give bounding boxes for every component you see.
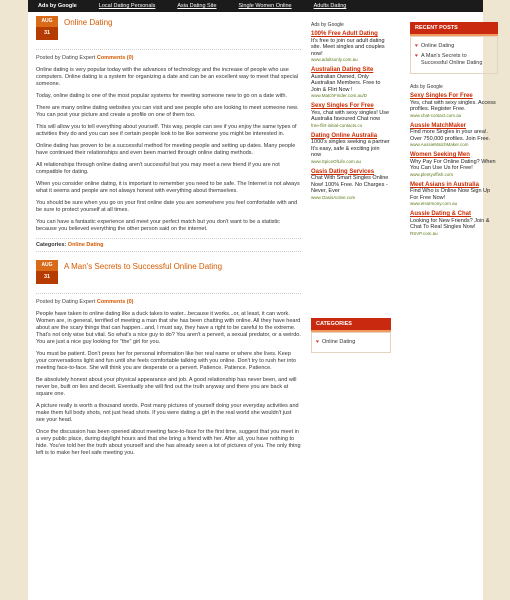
heart-icon: ♥ [415, 53, 418, 59]
ad-unit[interactable] [311, 31, 391, 62]
ad-unit[interactable] [410, 152, 498, 177]
ad-url[interactable]: www.OasisActive.com [311, 194, 356, 200]
google-ads-column [311, 22, 391, 205]
post-paragraph: Today, online dating is one of the most popular systems for meeting someone new to go on a date with. [36, 93, 287, 99]
ad-title[interactable]: Oasis Dating Services [311, 168, 375, 175]
categories-list [311, 332, 391, 353]
top-link-bar [28, 0, 483, 12]
ad-desc: Yes, chat with sexy singles. Access profiles. Register Free. [410, 99, 496, 112]
date-badge [36, 16, 58, 42]
ad-title[interactable]: 100% Free Adult Dating [311, 31, 378, 37]
recent-post-label[interactable]: Online Dating [420, 43, 455, 49]
ads-by-google-header [311, 22, 391, 28]
post-meta [36, 299, 301, 305]
post-title-link[interactable]: Online Dating [64, 18, 113, 27]
ad-desc: Find more Singles in your area!. Over 750,000 profiles. Join Free. [410, 129, 491, 142]
post-paragraph: Be absolutely honest about your physical appearance and job. A good relationship has never been, and will never be, built on lies and deceit. Eventually she will find out the truth anyway and there you are back at square one. [36, 377, 297, 397]
post-paragraph: This will allow you to tell everything about yourself. This way, people can see if you enjoy the same types of activities they do and you can see if certain people look to be like someone you might be interested in. [36, 124, 297, 137]
top-link-asia-dating[interactable]: Asia Dating Site [177, 3, 217, 9]
post-paragraph: All relationships through online dating aren't successful but you may meet a new friend if you are not compatible for dating. [36, 162, 280, 175]
date-day: 31 [36, 27, 58, 40]
categories-widget [311, 318, 391, 363]
ad-unit[interactable] [410, 123, 498, 148]
post-paragraph: You can have a fantastic experience and meet your perfect match but you don't want to be a statistic because you believed everything the other person said on the internet. [36, 219, 280, 232]
post-paragraph: You must be patient. Don't press her for personal information like her real name or where she lives. Keep your conversations light and fun until she feels comfortable talking with you online. Don't try to rush her into meeting face-to-face. She will think you are desperate or a pervert. Patience. Patience. Patience. [36, 351, 296, 371]
ad-url[interactable]: www.chat-contact.com.au [410, 112, 462, 118]
post-author: Posted by Dating Expert [36, 299, 96, 305]
ad-unit[interactable] [311, 67, 391, 98]
recent-post-item[interactable] [415, 43, 493, 50]
recent-post-item[interactable] [415, 53, 493, 67]
ads-by-google-label: Ads by Google [38, 3, 77, 9]
post-mans-secrets [36, 260, 301, 457]
ad-desc: It's free to join our adult dating site. Meet singles and couples now! [311, 37, 385, 57]
ad-desc: Yes, chat with sexy singles! Use Australia favoured Chat now [311, 109, 390, 122]
category-item-label[interactable]: Online Dating [321, 339, 356, 345]
post-header [36, 260, 301, 294]
heart-icon: ♥ [415, 43, 418, 49]
ad-unit[interactable] [410, 211, 498, 236]
ads-by-google-header [410, 84, 498, 90]
categories-header: CATEGORIES [311, 318, 391, 332]
main-content [36, 16, 301, 462]
comments-link[interactable]: Comments (0) [96, 55, 134, 61]
post-paragraph: When you consider online dating, it is important to remember you need to be safe. The Internet is not always what it seems and people are not always honest with everything about themselves. [36, 181, 300, 194]
post-paragraph: People have taken to online dating like a duck takes to water...because it works...or, at least, it can work. Women are, in general, terrified of meeting a man that she has been chatting with online. All they have heard about are the scary things that can happen...and, I must say, they have a right to be careful to the extreme. That's not only wise but vital. So what's a nice guy to do? You aren't a pervert, a sexual predator, or a weirdo. You are just a nice guy looking for "the" girl for you. [36, 311, 301, 345]
post-author: Posted by Dating Expert [36, 55, 96, 61]
page-wrapper [28, 0, 496, 600]
ad-url[interactable]: www.MatchFinder.com.au/D [311, 93, 368, 98]
post-paragraph: There are many online dating websites you can visit and see people who are looking to meet someone new. You can post your picture and create a profile on one of them too. [36, 105, 299, 118]
post-categories [36, 238, 301, 252]
ad-url[interactable]: www.AussieMatchMaker.com [410, 142, 469, 147]
ad-title[interactable]: Meet Asians in Australia [410, 181, 479, 188]
date-badge [36, 260, 58, 286]
post-paragraph: Online dating is very popular today with the advances of technology and the increase of people who use computers. Online dating is a system for organizing a date and can be an excellent way to meet that special someone. [36, 67, 299, 87]
ad-desc: Australian Owned, Only Australian Members. Free to Join & Flirt Now ! [311, 73, 381, 93]
ad-url[interactable]: RSVP.com.au [410, 230, 438, 236]
recent-posts-list [410, 36, 498, 74]
post-meta [36, 55, 301, 61]
ad-unit[interactable] [311, 133, 391, 164]
post-paragraph: You should be sure when you go on your first online date you are somewhere you feel comfortable with and be sure to protect yourself at all times. [36, 200, 298, 213]
categories-label: Categories: [36, 242, 67, 248]
recent-posts-header: RECENT POSTS [410, 22, 498, 36]
top-link-adults-dating[interactable]: Adults Dating [313, 3, 347, 9]
ad-url[interactable]: www.adultsonly.com.au [311, 57, 358, 62]
ad-url[interactable]: www.SpiceOfLife.com.au [311, 158, 362, 164]
post-online-dating [36, 16, 301, 252]
category-link[interactable]: Online Dating [67, 242, 104, 248]
ad-desc: Looking for New Friends? Join & Chat To Real Singles Now! [410, 217, 490, 230]
top-link-single-women[interactable]: Single Women Online [238, 3, 292, 9]
date-day: 31 [36, 271, 58, 284]
ad-title[interactable]: Sexy Singles For Free [410, 93, 473, 99]
ads-label: Ads by Google [311, 22, 344, 28]
comments-link[interactable]: Comments (0) [96, 299, 134, 305]
ad-desc: Why Pay For Online Dating? When You Can Use Us for Free! [410, 158, 496, 171]
date-month: AUG [36, 16, 58, 27]
ad-unit[interactable] [311, 169, 391, 200]
post-paragraph: Once the discussion has been opened about meeting face-to-face for the first time, suggest that you meet in a very public place, during daylight hours and that she bring a friend with her. After all, you have nothing to hide. You've told her the truth about yourself and she has already seen a lot of pictures of you. The only thing left is to make her feel safe meeting you. [36, 429, 301, 456]
ad-unit[interactable] [311, 103, 391, 128]
post-paragraph: A picture really is worth a thousand words. Post many pictures of yourself doing your everyday activities and make them full body shots, not just head shots. If you were dating a girl in the real world she wouldn't just see your head. [36, 403, 299, 423]
top-link-local-dating[interactable]: Local Dating Personals [98, 3, 156, 9]
heart-icon: ♥ [316, 339, 319, 345]
date-month: AUG [36, 260, 58, 271]
right-sidebar [410, 22, 498, 241]
category-item[interactable] [316, 339, 386, 346]
ad-unit[interactable] [410, 182, 498, 207]
ad-desc: Chat With Smart Singles Online Now! 100% Free. No Charges - Never, Ever [311, 175, 389, 194]
ad-url[interactable]: www.plentyoffish.com [410, 171, 454, 177]
ads-label: Ads by Google [410, 84, 443, 90]
ad-url[interactable]: www.eHarmony.com.au [410, 201, 458, 206]
post-paragraph: Online dating has proven to be a successful method for meeting people and setting up dates. Many people have continued their relationships and even been married through online dating methods. [36, 143, 296, 156]
recent-post-label[interactable]: A Man's Secrets to Successful Online Dating [420, 53, 483, 66]
ad-title[interactable]: Australian Dating Site [311, 67, 374, 73]
ad-url[interactable]: free-flirt-initial-contacts.co [311, 122, 363, 128]
ad-desc: Find Who is Online Now Sign Up For Free Now! [410, 188, 491, 201]
ad-title[interactable]: Sexy Singles For Free [311, 103, 374, 109]
post-title-link[interactable]: A Man's Secrets to Successful Online Dating [64, 262, 223, 271]
post-header [36, 16, 301, 50]
ad-title[interactable]: Aussie Dating & Chat [410, 211, 472, 217]
ad-title[interactable]: Women Seeking Men [410, 152, 470, 158]
ad-desc: 1000's singles seeking a partner It's easy, safe & exciting join now [311, 139, 390, 158]
ad-title[interactable]: Aussie MatchMaker [410, 122, 467, 129]
ad-title[interactable]: Dating Online Australia [311, 132, 378, 139]
ad-unit[interactable] [410, 93, 498, 118]
